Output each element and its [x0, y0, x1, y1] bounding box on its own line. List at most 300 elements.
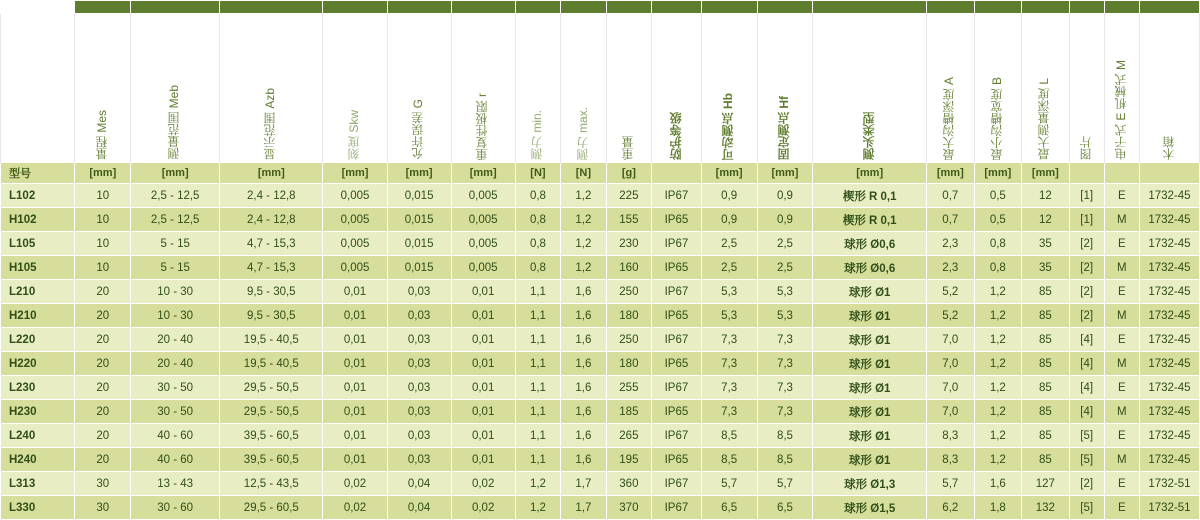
table-cell: 1,6	[561, 400, 606, 424]
table-cell: 2,5	[757, 232, 813, 256]
table-cell: 0,5	[974, 184, 1022, 208]
table-cell: 40 - 60	[131, 424, 220, 448]
table-cell: 40 - 60	[131, 448, 220, 472]
table-cell: 2,5	[701, 256, 757, 280]
table-cell: 30 - 50	[131, 400, 220, 424]
column-header-label: 最大测量深度 L	[1037, 77, 1052, 160]
table-cell: 2,3	[927, 256, 975, 280]
units-cell-12: [mm]	[757, 163, 813, 184]
column-header-8	[561, 14, 606, 163]
column-header-1	[75, 14, 131, 163]
table-cell: 370	[606, 496, 651, 520]
table-cell: 0,8	[515, 232, 560, 256]
table-cell: 7,3	[701, 400, 757, 424]
table-cell: 0,005	[451, 256, 515, 280]
table-cell: 7,3	[701, 376, 757, 400]
table-cell: 265	[606, 424, 651, 448]
column-header-12	[757, 14, 813, 163]
table-cell: 0,005	[323, 184, 387, 208]
table-cell: 195	[606, 448, 651, 472]
units-cell-6: [mm]	[451, 163, 515, 184]
table-cell: 5,3	[701, 304, 757, 328]
column-header-3	[220, 14, 323, 163]
table-cell: 5,2	[927, 280, 975, 304]
table-cell: 1,1	[515, 376, 560, 400]
top-bar-segment	[1104, 1, 1139, 14]
units-cell-11: [mm]	[701, 163, 757, 184]
table-cell: 360	[606, 472, 651, 496]
table-cell: IP67	[652, 376, 702, 400]
table-cell: 5,3	[757, 304, 813, 328]
table-cell: E	[1104, 424, 1139, 448]
table-cell: 7,3	[757, 400, 813, 424]
table-cell: 155	[606, 208, 651, 232]
table-cell: 1,1	[515, 352, 560, 376]
table-cell: 6,5	[701, 496, 757, 520]
table-row	[1, 256, 1200, 280]
table-cell: 1732-45	[1139, 208, 1199, 232]
table-cell: 球形 Ø1	[813, 376, 927, 400]
table-cell: 0,005	[451, 208, 515, 232]
table-cell: 35	[1022, 232, 1070, 256]
table-cell: 0,01	[323, 304, 387, 328]
table-cell: E	[1104, 184, 1139, 208]
table-cell: 0,02	[451, 472, 515, 496]
top-bar-blank	[1, 1, 75, 14]
table-cell: 2,5	[757, 256, 813, 280]
table-cell: 0,01	[451, 280, 515, 304]
table-cell: 180	[606, 352, 651, 376]
table-cell: 0,9	[701, 184, 757, 208]
table-cell: 255	[606, 376, 651, 400]
table-cell: 0,8	[974, 256, 1022, 280]
table-cell: 225	[606, 184, 651, 208]
column-header-label: 固定测点 Hf	[777, 96, 792, 160]
table-cell: 7,3	[701, 328, 757, 352]
top-bar-segment	[323, 1, 387, 14]
table-cell: 1,6	[561, 304, 606, 328]
table-cell: 4,7 - 15,3	[220, 232, 323, 256]
table-cell: 30 - 50	[131, 376, 220, 400]
table-cell: 1,2	[974, 352, 1022, 376]
table-cell: 85	[1022, 424, 1070, 448]
table-row	[1, 472, 1200, 496]
table-cell: 球形 Ø0,6	[813, 256, 927, 280]
units-cell-10	[652, 163, 702, 184]
table-cell: 1732-45	[1139, 232, 1199, 256]
table-cell: M	[1104, 304, 1139, 328]
table-cell: 0,01	[451, 304, 515, 328]
table-cell: 0,01	[323, 352, 387, 376]
top-bar-segment	[701, 1, 757, 14]
table-cell: 1732-51	[1139, 472, 1199, 496]
table-cell: 0,7	[927, 184, 975, 208]
table-cell: 0,9	[757, 208, 813, 232]
column-header-15	[974, 14, 1022, 163]
column-header-18	[1104, 14, 1139, 163]
table-cell: 2,3	[927, 232, 975, 256]
table-cell: 7,0	[927, 376, 975, 400]
table-cell: 1,2	[561, 256, 606, 280]
table-cell: 2,4 - 12,8	[220, 184, 323, 208]
table-cell: E	[1104, 232, 1139, 256]
table-cell: 1,2	[515, 472, 560, 496]
table-cell: 1,2	[974, 304, 1022, 328]
column-header-label: 测量范围 Meb	[167, 85, 182, 160]
table-cell: IP65	[652, 304, 702, 328]
table-cell: 85	[1022, 328, 1070, 352]
table-row	[1, 280, 1200, 304]
row-model-cell: L240	[1, 424, 75, 448]
table-cell: 0,8	[515, 184, 560, 208]
top-bar-segment	[561, 1, 606, 14]
table-cell: 0,5	[974, 208, 1022, 232]
table-cell: 1,2	[974, 400, 1022, 424]
table-cell: 10	[75, 256, 131, 280]
table-cell: 20	[75, 424, 131, 448]
table-cell: 1732-45	[1139, 424, 1199, 448]
units-cell-3: [mm]	[220, 163, 323, 184]
table-cell: 1,6	[561, 424, 606, 448]
table-cell: 1,1	[515, 424, 560, 448]
top-bar-segment	[131, 1, 220, 14]
column-header-label: 测头类型	[861, 112, 876, 160]
units-cell-13: [mm]	[813, 163, 927, 184]
table-cell: 1,2	[974, 280, 1022, 304]
row-model-cell: H105	[1, 256, 75, 280]
table-cell: 7,3	[757, 352, 813, 376]
table-cell: 20	[75, 280, 131, 304]
table-cell: E	[1104, 280, 1139, 304]
row-model-cell: H210	[1, 304, 75, 328]
table-cell: 30	[75, 496, 131, 520]
table-cell: 1,1	[515, 304, 560, 328]
table-row	[1, 232, 1200, 256]
table-cell: 1,2	[974, 448, 1022, 472]
table-cell: 29,5 - 50,5	[220, 376, 323, 400]
table-cell: 85	[1022, 448, 1070, 472]
row-model-cell: L220	[1, 328, 75, 352]
table-row	[1, 184, 1200, 208]
table-cell: 0,01	[451, 376, 515, 400]
table-cell: 20	[75, 328, 131, 352]
table-cell: 2,5	[701, 232, 757, 256]
table-cell: 180	[606, 304, 651, 328]
top-bar-segment	[813, 1, 927, 14]
table-cell: 1,2	[974, 376, 1022, 400]
table-cell: 85	[1022, 304, 1070, 328]
table-cell: E	[1104, 328, 1139, 352]
table-cell: 12	[1022, 208, 1070, 232]
units-cell-18	[1104, 163, 1139, 184]
row-model-cell: L105	[1, 232, 75, 256]
table-cell: 2,5 - 12,5	[131, 184, 220, 208]
table-cell: [5]	[1069, 496, 1104, 520]
table-cell: 10	[75, 208, 131, 232]
table-cell: 20	[75, 400, 131, 424]
row-model-cell: H220	[1, 352, 75, 376]
table-cell: 35	[1022, 256, 1070, 280]
table-cell: IP67	[652, 232, 702, 256]
table-cell: 30 - 60	[131, 496, 220, 520]
table-cell: 0,01	[451, 424, 515, 448]
table-cell: IP67	[652, 280, 702, 304]
table-cell: 球形 Ø1,3	[813, 472, 927, 496]
table-cell: [1]	[1069, 208, 1104, 232]
table-cell: IP65	[652, 256, 702, 280]
row-model-cell: L102	[1, 184, 75, 208]
table-cell: 0,03	[387, 448, 451, 472]
table-cell: 2,5 - 12,5	[131, 208, 220, 232]
table-row	[1, 496, 1200, 520]
top-bar-segment	[220, 1, 323, 14]
table-units-row	[1, 163, 1200, 184]
table-cell: 13 - 43	[131, 472, 220, 496]
table-cell: 8,3	[927, 424, 975, 448]
top-bar-segment	[652, 1, 702, 14]
table-cell: 1,7	[561, 472, 606, 496]
column-header-label: 最小沟槽宽度 B	[989, 76, 1004, 160]
table-cell: 球形 Ø1	[813, 328, 927, 352]
table-cell: 球形 Ø1	[813, 304, 927, 328]
column-header-2	[131, 14, 220, 163]
row-model-cell: L230	[1, 376, 75, 400]
units-cell-19	[1139, 163, 1199, 184]
table-cell: 127	[1022, 472, 1070, 496]
column-header-label: 最大沟槽深度 A	[942, 76, 957, 160]
table-cell: 1,6	[561, 328, 606, 352]
table-cell: 85	[1022, 280, 1070, 304]
table-cell: 5,7	[701, 472, 757, 496]
table-cell: M	[1104, 352, 1139, 376]
column-header-4	[323, 14, 387, 163]
table-cell: 0,04	[387, 496, 451, 520]
column-header-11	[701, 14, 757, 163]
table-cell: M	[1104, 448, 1139, 472]
table-cell: 1,1	[515, 448, 560, 472]
table-cell: 5 - 15	[131, 256, 220, 280]
table-cell: 1,2	[561, 208, 606, 232]
row-model-cell: H102	[1, 208, 75, 232]
table-cell: 0,02	[451, 496, 515, 520]
table-cell: 1732-45	[1139, 352, 1199, 376]
table-row	[1, 376, 1200, 400]
table-cell: 0,03	[387, 400, 451, 424]
table-cell: [2]	[1069, 232, 1104, 256]
table-cell: 20 - 40	[131, 328, 220, 352]
table-row	[1, 400, 1200, 424]
table-row	[1, 208, 1200, 232]
table-cell: 19,5 - 40,5	[220, 328, 323, 352]
table-cell: 1,8	[974, 496, 1022, 520]
table-cell: [5]	[1069, 424, 1104, 448]
table-row	[1, 424, 1200, 448]
table-cell: 12	[1022, 184, 1070, 208]
table-cell: 0,02	[323, 472, 387, 496]
table-cell: 0,015	[387, 184, 451, 208]
table-row	[1, 304, 1200, 328]
table-cell: 6,5	[757, 496, 813, 520]
table-cell: 0,01	[451, 400, 515, 424]
table-cell: 250	[606, 328, 651, 352]
table-cell: 1,6	[974, 472, 1022, 496]
table-cell: 10	[75, 232, 131, 256]
table-cell: 5,3	[701, 280, 757, 304]
table-cell: 9,5 - 30,5	[220, 280, 323, 304]
table-cell: 20	[75, 448, 131, 472]
table-cell: 球形 Ø1	[813, 280, 927, 304]
column-header-label: 测力 min.	[530, 109, 545, 160]
table-cell: 1,1	[515, 328, 560, 352]
table-cell: IP67	[652, 472, 702, 496]
top-bar-segment	[606, 1, 651, 14]
column-header-label: 电子式 E 机械式 M	[1113, 59, 1128, 160]
column-header-label: 显示范围 Azb	[263, 87, 278, 160]
units-cell-9: [g]	[606, 163, 651, 184]
table-cell: 球形 Ø0,6	[813, 232, 927, 256]
column-header-label: 刻度 Skw	[347, 109, 362, 160]
row-model-cell: L330	[1, 496, 75, 520]
table-cell: IP65	[652, 400, 702, 424]
column-header-5	[387, 14, 451, 163]
table-cell: 1,6	[561, 352, 606, 376]
table-cell: 0,005	[323, 232, 387, 256]
table-cell: 0,015	[387, 256, 451, 280]
table-cell: 85	[1022, 376, 1070, 400]
table-cell: 0,005	[451, 232, 515, 256]
top-bar-segment	[757, 1, 813, 14]
table-cell: 0,7	[927, 208, 975, 232]
top-bar-segment	[974, 1, 1022, 14]
table-cell: 8,5	[757, 448, 813, 472]
column-header-label: 可动测点 Hb	[721, 92, 736, 160]
table-cell: 0,01	[323, 376, 387, 400]
table-cell: [5]	[1069, 448, 1104, 472]
table-header-row	[1, 14, 1200, 163]
table-cell: IP67	[652, 328, 702, 352]
table-top-bar	[1, 1, 1200, 14]
table-cell: 9,5 - 30,5	[220, 304, 323, 328]
table-cell: 10 - 30	[131, 304, 220, 328]
table-cell: 20	[75, 352, 131, 376]
table-cell: 20	[75, 304, 131, 328]
column-header-label: 测力 max.	[575, 106, 590, 160]
column-header-label: 防护等级	[668, 112, 683, 160]
table-cell: 10	[75, 184, 131, 208]
table-cell: 230	[606, 232, 651, 256]
table-row	[1, 352, 1200, 376]
table-cell: [4]	[1069, 400, 1104, 424]
table-cell: 0,005	[323, 208, 387, 232]
table-cell: 7,3	[757, 376, 813, 400]
units-row-title: 型号	[1, 163, 75, 184]
units-cell-7: [N]	[515, 163, 560, 184]
table-cell: 19,5 - 40,5	[220, 352, 323, 376]
units-cell-14: [mm]	[927, 163, 975, 184]
table-cell: 0,02	[323, 496, 387, 520]
table-cell: 1,2	[561, 184, 606, 208]
table-cell: 7,0	[927, 400, 975, 424]
top-bar-segment	[515, 1, 560, 14]
units-cell-2: [mm]	[131, 163, 220, 184]
table-cell: 7,0	[927, 328, 975, 352]
table-cell: 4,7 - 15,3	[220, 256, 323, 280]
table-cell: M	[1104, 208, 1139, 232]
table-body	[1, 184, 1200, 520]
table-cell: 20	[75, 376, 131, 400]
table-cell: 0,01	[323, 328, 387, 352]
table-cell: 10 - 30	[131, 280, 220, 304]
table-cell: 1732-45	[1139, 448, 1199, 472]
table-cell: 250	[606, 280, 651, 304]
table-cell: 1,2	[561, 232, 606, 256]
table-cell: 球形 Ø1	[813, 400, 927, 424]
table-cell: IP67	[652, 184, 702, 208]
top-bar-segment	[387, 1, 451, 14]
column-header-label: 图片	[1078, 136, 1093, 160]
table-cell: 球形 Ø1	[813, 448, 927, 472]
table-cell: 1,6	[561, 448, 606, 472]
units-cell-16: [mm]	[1022, 163, 1070, 184]
units-cell-8: [N]	[561, 163, 606, 184]
table-cell: 29,5 - 50,5	[220, 400, 323, 424]
top-bar-segment	[927, 1, 975, 14]
units-cell-15: [mm]	[974, 163, 1022, 184]
table-cell: 楔形 R 0,1	[813, 208, 927, 232]
table-cell: 0,01	[323, 280, 387, 304]
table-cell: [4]	[1069, 352, 1104, 376]
column-header-label: 重量	[620, 136, 635, 160]
units-cell-5: [mm]	[387, 163, 451, 184]
row-model-cell: L313	[1, 472, 75, 496]
table-cell: [1]	[1069, 184, 1104, 208]
table-cell: 12,5 - 43,5	[220, 472, 323, 496]
table-cell: 0,01	[323, 400, 387, 424]
table-cell: 1732-45	[1139, 328, 1199, 352]
table-cell: 1,6	[561, 376, 606, 400]
top-bar-segment	[1069, 1, 1104, 14]
table-cell: 132	[1022, 496, 1070, 520]
table-cell: 7,3	[701, 352, 757, 376]
column-header-6	[451, 14, 515, 163]
table-cell: [2]	[1069, 280, 1104, 304]
table-cell: E	[1104, 472, 1139, 496]
table-cell: 0,04	[387, 472, 451, 496]
table-cell: 球形 Ø1,5	[813, 496, 927, 520]
table-cell: 0,9	[701, 208, 757, 232]
table-cell: 1732-45	[1139, 280, 1199, 304]
column-header-9	[606, 14, 651, 163]
table-cell: 0,03	[387, 424, 451, 448]
table-cell: 85	[1022, 400, 1070, 424]
table-cell: 8,5	[701, 448, 757, 472]
table-cell: E	[1104, 376, 1139, 400]
column-header-17	[1069, 14, 1104, 163]
table-cell: 1732-45	[1139, 376, 1199, 400]
table-cell: IP67	[652, 424, 702, 448]
table-cell: 0,01	[323, 448, 387, 472]
table-cell: 1,1	[515, 280, 560, 304]
table-cell: IP65	[652, 448, 702, 472]
table-cell: 20 - 40	[131, 352, 220, 376]
row-model-cell: H230	[1, 400, 75, 424]
table-cell: 5,7	[757, 472, 813, 496]
table-cell: 5 - 15	[131, 232, 220, 256]
table-cell: 0,015	[387, 208, 451, 232]
table-cell: 85	[1022, 352, 1070, 376]
table-cell: 7,3	[757, 328, 813, 352]
table-cell: 1,2	[974, 424, 1022, 448]
